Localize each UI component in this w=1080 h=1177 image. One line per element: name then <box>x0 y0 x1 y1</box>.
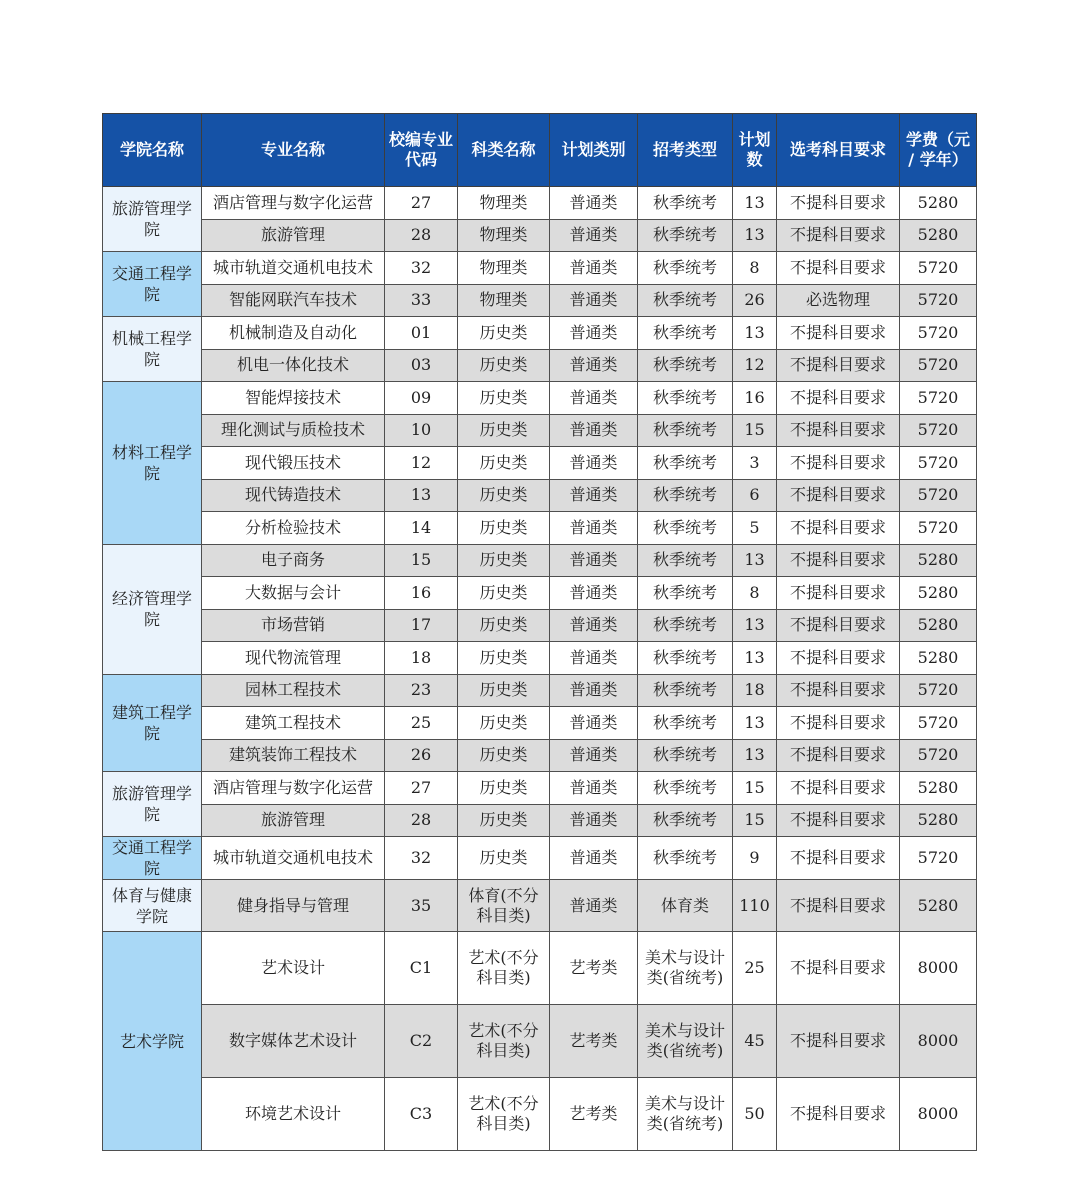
major-code-cell: 17 <box>385 609 458 642</box>
college-name-cell: 艺术学院 <box>103 932 202 1151</box>
tuition-cell: 5280 <box>900 772 977 805</box>
tuition-cell: 5720 <box>900 707 977 740</box>
exam-type-cell: 秋季统考 <box>638 707 733 740</box>
tuition-cell: 8000 <box>900 932 977 1005</box>
major-name-cell: 现代物流管理 <box>202 642 385 675</box>
plan-type-cell: 普通类 <box>550 707 638 740</box>
exam-type-cell: 秋季统考 <box>638 349 733 382</box>
plan-count-cell: 45 <box>733 1005 777 1078</box>
major-name-cell: 现代铸造技术 <box>202 479 385 512</box>
tuition-cell: 5720 <box>900 317 977 350</box>
plan-count-cell: 50 <box>733 1078 777 1151</box>
plan-type-cell: 普通类 <box>550 609 638 642</box>
subject-requirement-cell: 不提科目要求 <box>777 447 900 480</box>
plan-count-cell: 13 <box>733 739 777 772</box>
table-row <box>103 772 977 805</box>
plan-type-cell: 普通类 <box>550 219 638 252</box>
plan-count-cell: 12 <box>733 349 777 382</box>
table-row <box>103 284 977 317</box>
subject-requirement-cell: 不提科目要求 <box>777 252 900 285</box>
subject-category-cell: 历史类 <box>458 349 550 382</box>
college-name-cell: 材料工程学院 <box>103 382 202 545</box>
plan-count-cell: 9 <box>733 837 777 880</box>
subject-requirement-cell: 不提科目要求 <box>777 219 900 252</box>
plan-count-cell: 13 <box>733 544 777 577</box>
plan-count-cell: 13 <box>733 609 777 642</box>
tuition-cell: 5720 <box>900 837 977 880</box>
subject-category-cell: 物理类 <box>458 219 550 252</box>
enrollment-plan-table <box>102 113 977 1151</box>
exam-type-cell: 美术与设计类(省统考) <box>638 932 733 1005</box>
subject-requirement-cell: 不提科目要求 <box>777 837 900 880</box>
subject-requirement-cell: 不提科目要求 <box>777 772 900 805</box>
table-row <box>103 219 977 252</box>
plan-type-cell: 普通类 <box>550 187 638 220</box>
plan-type-cell: 普通类 <box>550 772 638 805</box>
table-row <box>103 479 977 512</box>
major-code-cell: 14 <box>385 512 458 545</box>
subject-requirement-cell: 不提科目要求 <box>777 609 900 642</box>
exam-type-cell: 秋季统考 <box>638 447 733 480</box>
plan-type-cell: 普通类 <box>550 447 638 480</box>
major-code-cell: 32 <box>385 837 458 880</box>
table-row <box>103 187 977 220</box>
exam-type-cell: 秋季统考 <box>638 837 733 880</box>
header-plan-type: 计划类别 <box>550 114 638 187</box>
plan-count-cell: 13 <box>733 317 777 350</box>
tuition-cell: 5720 <box>900 349 977 382</box>
major-code-cell: 35 <box>385 880 458 932</box>
plan-count-cell: 13 <box>733 187 777 220</box>
major-code-cell: 32 <box>385 252 458 285</box>
table-row <box>103 544 977 577</box>
exam-type-cell: 美术与设计类(省统考) <box>638 1005 733 1078</box>
major-name-cell: 电子商务 <box>202 544 385 577</box>
subject-category-cell: 历史类 <box>458 512 550 545</box>
plan-type-cell: 普通类 <box>550 642 638 675</box>
tuition-cell: 5280 <box>900 642 977 675</box>
plan-type-cell: 普通类 <box>550 479 638 512</box>
major-code-cell: C3 <box>385 1078 458 1151</box>
table-row <box>103 674 977 707</box>
plan-type-cell: 普通类 <box>550 382 638 415</box>
subject-requirement-cell: 不提科目要求 <box>777 349 900 382</box>
tuition-cell: 5720 <box>900 739 977 772</box>
major-code-cell: 23 <box>385 674 458 707</box>
tuition-cell: 5280 <box>900 544 977 577</box>
table-body <box>103 187 977 1151</box>
subject-requirement-cell: 不提科目要求 <box>777 804 900 837</box>
plan-count-cell: 8 <box>733 577 777 610</box>
table-row <box>103 1078 977 1151</box>
header-plan-count: 计划数 <box>733 114 777 187</box>
tuition-cell: 5720 <box>900 674 977 707</box>
header-subject-requirement: 选考科目要求 <box>777 114 900 187</box>
college-name-cell: 建筑工程学院 <box>103 674 202 772</box>
major-code-cell: 28 <box>385 804 458 837</box>
major-code-cell: 16 <box>385 577 458 610</box>
exam-type-cell: 体育类 <box>638 880 733 932</box>
plan-count-cell: 15 <box>733 804 777 837</box>
major-name-cell: 艺术设计 <box>202 932 385 1005</box>
college-name-cell: 经济管理学院 <box>103 544 202 674</box>
college-name-cell: 旅游管理学院 <box>103 772 202 837</box>
major-code-cell: 01 <box>385 317 458 350</box>
subject-requirement-cell: 不提科目要求 <box>777 479 900 512</box>
header-exam-type: 招考类型 <box>638 114 733 187</box>
exam-type-cell: 秋季统考 <box>638 317 733 350</box>
tuition-cell: 5720 <box>900 479 977 512</box>
tuition-cell: 5720 <box>900 512 977 545</box>
subject-category-cell: 历史类 <box>458 674 550 707</box>
major-code-cell: 25 <box>385 707 458 740</box>
plan-count-cell: 15 <box>733 414 777 447</box>
table-row <box>103 642 977 675</box>
header-tuition: 学费（元 / 学年） <box>900 114 977 187</box>
subject-requirement-cell: 不提科目要求 <box>777 544 900 577</box>
exam-type-cell: 秋季统考 <box>638 512 733 545</box>
plan-type-cell: 普通类 <box>550 837 638 880</box>
plan-count-cell: 8 <box>733 252 777 285</box>
major-name-cell: 分析检验技术 <box>202 512 385 545</box>
major-name-cell: 旅游管理 <box>202 804 385 837</box>
exam-type-cell: 秋季统考 <box>638 479 733 512</box>
major-name-cell: 环境艺术设计 <box>202 1078 385 1151</box>
exam-type-cell: 秋季统考 <box>638 674 733 707</box>
major-name-cell: 机械制造及自动化 <box>202 317 385 350</box>
plan-type-cell: 普通类 <box>550 252 638 285</box>
table-row <box>103 577 977 610</box>
major-code-cell: 10 <box>385 414 458 447</box>
subject-category-cell: 艺术(不分科目类) <box>458 932 550 1005</box>
major-code-cell: 13 <box>385 479 458 512</box>
exam-type-cell: 秋季统考 <box>638 252 733 285</box>
table-row <box>103 739 977 772</box>
plan-count-cell: 26 <box>733 284 777 317</box>
exam-type-cell: 秋季统考 <box>638 382 733 415</box>
plan-type-cell: 艺考类 <box>550 1078 638 1151</box>
subject-category-cell: 历史类 <box>458 772 550 805</box>
exam-type-cell: 秋季统考 <box>638 219 733 252</box>
tuition-cell: 5280 <box>900 577 977 610</box>
plan-count-cell: 25 <box>733 932 777 1005</box>
major-name-cell: 市场营销 <box>202 609 385 642</box>
tuition-cell: 5280 <box>900 804 977 837</box>
tuition-cell: 5280 <box>900 187 977 220</box>
exam-type-cell: 秋季统考 <box>638 609 733 642</box>
exam-type-cell: 秋季统考 <box>638 187 733 220</box>
exam-type-cell: 美术与设计类(省统考) <box>638 1078 733 1151</box>
plan-count-cell: 6 <box>733 479 777 512</box>
major-code-cell: C1 <box>385 932 458 1005</box>
subject-category-cell: 物理类 <box>458 252 550 285</box>
subject-category-cell: 历史类 <box>458 739 550 772</box>
subject-category-cell: 历史类 <box>458 577 550 610</box>
college-name-cell: 体育与健康学院 <box>103 880 202 932</box>
tuition-cell: 5280 <box>900 609 977 642</box>
major-name-cell: 旅游管理 <box>202 219 385 252</box>
table-row <box>103 1005 977 1078</box>
header-major-code: 校编专业代码 <box>385 114 458 187</box>
subject-requirement-cell: 不提科目要求 <box>777 707 900 740</box>
plan-count-cell: 15 <box>733 772 777 805</box>
major-name-cell: 理化测试与质检技术 <box>202 414 385 447</box>
exam-type-cell: 秋季统考 <box>638 642 733 675</box>
major-code-cell: 15 <box>385 544 458 577</box>
table-row <box>103 880 977 932</box>
exam-type-cell: 秋季统考 <box>638 804 733 837</box>
college-name-cell: 机械工程学院 <box>103 317 202 382</box>
tuition-cell: 5720 <box>900 252 977 285</box>
subject-requirement-cell: 不提科目要求 <box>777 739 900 772</box>
major-code-cell: 27 <box>385 187 458 220</box>
subject-category-cell: 艺术(不分科目类) <box>458 1005 550 1078</box>
subject-requirement-cell: 不提科目要求 <box>777 317 900 350</box>
subject-category-cell: 艺术(不分科目类) <box>458 1078 550 1151</box>
subject-requirement-cell: 不提科目要求 <box>777 577 900 610</box>
subject-category-cell: 历史类 <box>458 414 550 447</box>
plan-count-cell: 16 <box>733 382 777 415</box>
major-code-cell: 03 <box>385 349 458 382</box>
plan-type-cell: 普通类 <box>550 414 638 447</box>
tuition-cell: 8000 <box>900 1078 977 1151</box>
plan-type-cell: 普通类 <box>550 674 638 707</box>
plan-count-cell: 13 <box>733 219 777 252</box>
header-major: 专业名称 <box>202 114 385 187</box>
tuition-cell: 5280 <box>900 219 977 252</box>
major-name-cell: 城市轨道交通机电技术 <box>202 252 385 285</box>
table-row <box>103 707 977 740</box>
plan-type-cell: 普通类 <box>550 804 638 837</box>
subject-category-cell: 历史类 <box>458 642 550 675</box>
plan-type-cell: 艺考类 <box>550 932 638 1005</box>
subject-requirement-cell: 必选物理 <box>777 284 900 317</box>
major-name-cell: 健身指导与管理 <box>202 880 385 932</box>
major-code-cell: 28 <box>385 219 458 252</box>
table-row <box>103 414 977 447</box>
subject-requirement-cell: 不提科目要求 <box>777 1078 900 1151</box>
header-subject-category: 科类名称 <box>458 114 550 187</box>
subject-category-cell: 历史类 <box>458 447 550 480</box>
table-row <box>103 512 977 545</box>
major-code-cell: C2 <box>385 1005 458 1078</box>
table-row <box>103 447 977 480</box>
subject-category-cell: 物理类 <box>458 187 550 220</box>
table-row <box>103 317 977 350</box>
plan-type-cell: 普通类 <box>550 284 638 317</box>
plan-type-cell: 艺考类 <box>550 1005 638 1078</box>
exam-type-cell: 秋季统考 <box>638 577 733 610</box>
subject-category-cell: 历史类 <box>458 609 550 642</box>
table-row <box>103 804 977 837</box>
major-code-cell: 33 <box>385 284 458 317</box>
table-row <box>103 609 977 642</box>
exam-type-cell: 秋季统考 <box>638 544 733 577</box>
major-name-cell: 大数据与会计 <box>202 577 385 610</box>
major-name-cell: 现代锻压技术 <box>202 447 385 480</box>
subject-category-cell: 历史类 <box>458 479 550 512</box>
plan-count-cell: 18 <box>733 674 777 707</box>
subject-category-cell: 历史类 <box>458 837 550 880</box>
plan-type-cell: 普通类 <box>550 544 638 577</box>
major-code-cell: 26 <box>385 739 458 772</box>
plan-count-cell: 3 <box>733 447 777 480</box>
major-code-cell: 27 <box>385 772 458 805</box>
major-name-cell: 酒店管理与数字化运营 <box>202 187 385 220</box>
table-row <box>103 837 977 880</box>
subject-requirement-cell: 不提科目要求 <box>777 512 900 545</box>
table-row <box>103 932 977 1005</box>
header-college: 学院名称 <box>103 114 202 187</box>
major-name-cell: 建筑工程技术 <box>202 707 385 740</box>
tuition-cell: 5720 <box>900 382 977 415</box>
subject-requirement-cell: 不提科目要求 <box>777 187 900 220</box>
plan-type-cell: 普通类 <box>550 880 638 932</box>
plan-count-cell: 5 <box>733 512 777 545</box>
tuition-cell: 5720 <box>900 284 977 317</box>
subject-category-cell: 历史类 <box>458 707 550 740</box>
college-name-cell: 交通工程学院 <box>103 837 202 880</box>
subject-requirement-cell: 不提科目要求 <box>777 880 900 932</box>
tuition-cell: 5720 <box>900 447 977 480</box>
subject-category-cell: 体育(不分科目类) <box>458 880 550 932</box>
subject-category-cell: 历史类 <box>458 382 550 415</box>
major-name-cell: 酒店管理与数字化运营 <box>202 772 385 805</box>
plan-type-cell: 普通类 <box>550 317 638 350</box>
major-name-cell: 城市轨道交通机电技术 <box>202 837 385 880</box>
tuition-cell: 8000 <box>900 1005 977 1078</box>
plan-type-cell: 普通类 <box>550 512 638 545</box>
college-name-cell: 交通工程学院 <box>103 252 202 317</box>
major-name-cell: 园林工程技术 <box>202 674 385 707</box>
plan-type-cell: 普通类 <box>550 739 638 772</box>
exam-type-cell: 秋季统考 <box>638 284 733 317</box>
major-code-cell: 18 <box>385 642 458 675</box>
table-row <box>103 252 977 285</box>
subject-requirement-cell: 不提科目要求 <box>777 674 900 707</box>
subject-category-cell: 历史类 <box>458 804 550 837</box>
table-row <box>103 349 977 382</box>
subject-requirement-cell: 不提科目要求 <box>777 1005 900 1078</box>
major-name-cell: 智能焊接技术 <box>202 382 385 415</box>
subject-requirement-cell: 不提科目要求 <box>777 642 900 675</box>
plan-count-cell: 13 <box>733 642 777 675</box>
major-name-cell: 数字媒体艺术设计 <box>202 1005 385 1078</box>
subject-requirement-cell: 不提科目要求 <box>777 382 900 415</box>
plan-count-cell: 13 <box>733 707 777 740</box>
major-name-cell: 建筑装饰工程技术 <box>202 739 385 772</box>
exam-type-cell: 秋季统考 <box>638 414 733 447</box>
table-row <box>103 382 977 415</box>
major-code-cell: 09 <box>385 382 458 415</box>
subject-category-cell: 历史类 <box>458 317 550 350</box>
exam-type-cell: 秋季统考 <box>638 739 733 772</box>
major-name-cell: 智能网联汽车技术 <box>202 284 385 317</box>
plan-type-cell: 普通类 <box>550 349 638 382</box>
plan-type-cell: 普通类 <box>550 577 638 610</box>
tuition-cell: 5720 <box>900 414 977 447</box>
exam-type-cell: 秋季统考 <box>638 772 733 805</box>
college-name-cell: 旅游管理学院 <box>103 187 202 252</box>
subject-category-cell: 物理类 <box>458 284 550 317</box>
major-name-cell: 机电一体化技术 <box>202 349 385 382</box>
table-header-row <box>103 114 977 187</box>
plan-count-cell: 110 <box>733 880 777 932</box>
tuition-cell: 5280 <box>900 880 977 932</box>
subject-requirement-cell: 不提科目要求 <box>777 414 900 447</box>
major-code-cell: 12 <box>385 447 458 480</box>
subject-requirement-cell: 不提科目要求 <box>777 932 900 1005</box>
subject-category-cell: 历史类 <box>458 544 550 577</box>
